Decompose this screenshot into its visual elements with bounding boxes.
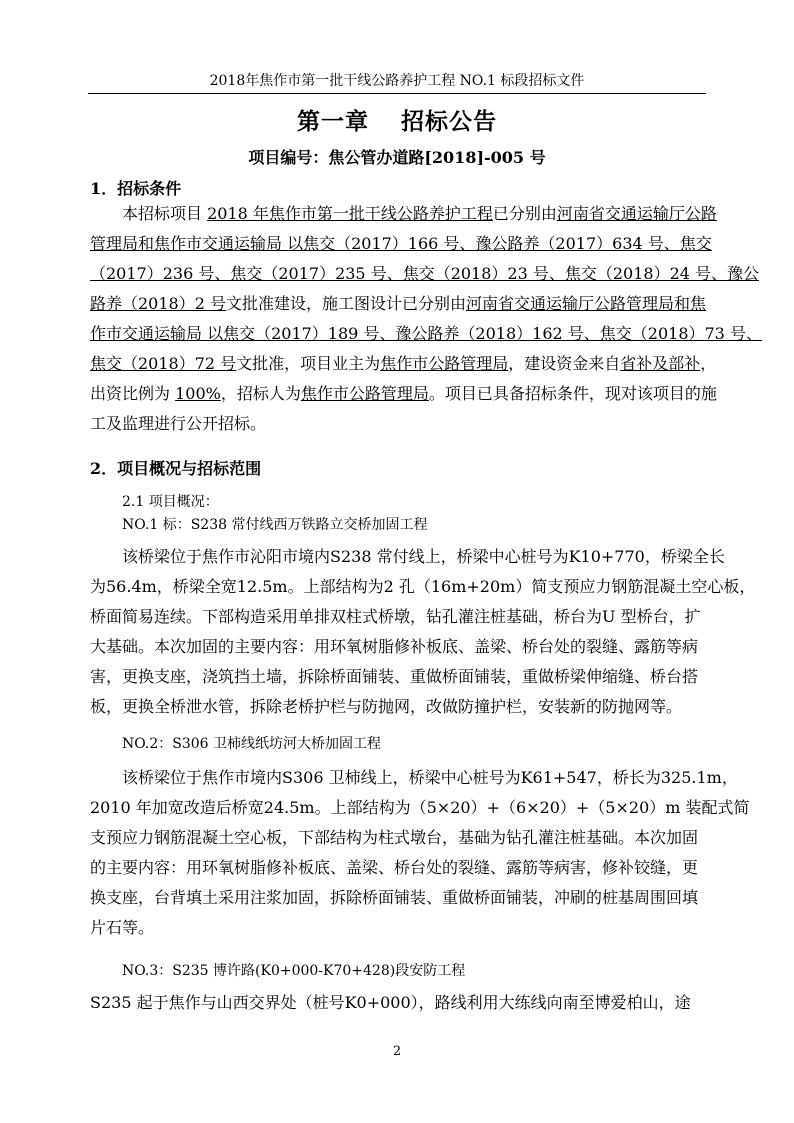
chapter-name: 招标公告: [401, 108, 497, 135]
section-1-body: [90, 199, 762, 439]
paragraph-line: 支预应力钢筋混凝土空心板，下部结构为柱式墩台，基础为钻孔灌注桩基础。本次加固: [90, 828, 699, 847]
underlined-text: 作市交通运输局 以焦交（2017）189 号、豫公路养（2018）162 号、焦交（2018）73 号、: [90, 324, 762, 343]
paragraph-line: 板，更换全桥泄水管，拆除老桥护栏与防抛网，改做防撞护栏，安装新的防抛网等。: [90, 697, 683, 716]
underlined-text: （2017）236 号、焦交（2017）235 号、焦交（2018）23 号、焦交（2018）24 号、豫公: [90, 264, 760, 283]
chapter-title: [0, 103, 794, 136]
underlined-text: 2018 年焦作市第一批干线公路养护工程: [207, 204, 493, 223]
paragraph-line: 害，更换支座，浇筑挡土墙，拆除桥面铺装、重做桥面铺装，重做桥梁伸缩缝、桥台搭: [90, 667, 699, 686]
underlined-text: 焦作市公路管理局: [300, 384, 429, 403]
paragraph-line: [90, 409, 710, 439]
text-run: ，招标人为: [220, 384, 301, 403]
paragraph-line: 2010 年加宽改造后桥宽24.5m。上部结构为（5×20）+（6×20）+（5×20）m 装配式简: [90, 798, 750, 817]
paragraph-line: [90, 289, 710, 319]
no3-description: [90, 988, 710, 1018]
text-run: 出资比例为: [90, 384, 176, 403]
text-run: 文批准建设，施工图设计已分别由: [226, 294, 467, 313]
page-number: 2: [392, 1044, 402, 1059]
no3-title: NO.3：S235 博许路(K0+000-K70+428)段安防工程: [122, 963, 466, 979]
section-2-heading: 2．项目概况与招标范围: [90, 459, 262, 478]
no2-description: [90, 763, 750, 943]
paragraph-line: 片石等。: [90, 918, 155, 937]
underlined-text: 省补及部补: [620, 354, 701, 373]
paragraph-line: [90, 199, 717, 229]
paragraph-line: S235 起于焦作与山西交界处（桩号K0+000），路线利用大练线向南至博爱柏山，途: [90, 993, 691, 1012]
paragraph-line: [90, 349, 717, 379]
text-run: ，: [700, 354, 717, 373]
paragraph-line: 换支座，台背填土采用注浆加固，拆除桥面铺装、重做桥面铺装，冲刷的桩基周围回填: [90, 888, 699, 907]
no2-title: NO.2：S306 卫柿线纸坊河大桥加固工程: [122, 736, 382, 752]
paragraph-line: 的主要内容：用环氧树脂修补板底、盖梁、桥台处的裂缝、露筋等病害，修补铰缝，更: [90, 858, 699, 877]
paragraph-line: 大基础。本次加固的主要内容：用环氧树脂修补板底、盖梁、桥台处的裂缝、露筋等病: [90, 637, 699, 656]
paragraph-line: [90, 319, 762, 349]
paragraph-line: 该桥梁位于焦作市境内S306 卫柿线上，桥梁中心桩号为K61+547，桥长为325.1m，: [122, 768, 738, 787]
paragraph-line: [90, 379, 717, 409]
underlined-text: 管理局和焦作市交通运输局 以焦交（2017）166 号、豫公路养（2017）634 号、焦交: [90, 234, 712, 253]
paragraph-line: 为56.4m，桥梁全宽12.5m。上部结构为2 孔（16m+20m）简支预应力钢筋混凝土空心板，: [90, 577, 756, 596]
paragraph-line: [90, 229, 710, 259]
underlined-text: 焦作市公路管理局: [380, 354, 509, 373]
underlined-text: 路养（2018）2 号: [90, 294, 226, 313]
text-run: ，建设资金来自: [508, 354, 621, 373]
underlined-text: 河南省交通运输厅公路管理局和焦: [466, 294, 707, 313]
underlined-text: 河南省交通运输厅公路: [556, 204, 717, 223]
running-header: 2018年焦作市第一批干线公路养护工程 NO.1 标段招标文件: [88, 70, 706, 94]
paragraph-line: 桥面简易连续。下部构造采用单排双柱式桥墩，钻孔灌注桩基础，桥台为U 型桥台，扩: [90, 607, 701, 626]
text-run: 。项目已具备招标条件，现对该项目的施: [428, 384, 717, 403]
paragraph-line: 该桥梁位于焦作市沁阳市境内S238 常付线上，桥梁中心桩号为K10+770，桥梁全长: [122, 547, 725, 566]
section-1-heading: 1．招标条件: [90, 179, 182, 198]
paragraph-line: [90, 259, 760, 289]
text-run: 工及监理进行公开招标。: [90, 414, 267, 433]
overview-label: 2.1 项目概况：: [122, 494, 219, 510]
no1-description: [90, 542, 756, 722]
underlined-text: 焦交（2018）72 号: [90, 354, 237, 373]
text-run: 本招标项目: [122, 204, 208, 223]
no1-title: NO.1 标：S238 常付线西万铁路立交桥加固工程: [122, 517, 428, 533]
text-run: 已分别由: [492, 204, 557, 223]
chapter-number: 第一章: [297, 108, 369, 135]
project-number: 项目编号：焦公管办道路[2018]-005 号: [248, 148, 546, 167]
text-run: 文批准，项目业主为: [236, 354, 381, 373]
underlined-text: 100%: [175, 384, 221, 403]
